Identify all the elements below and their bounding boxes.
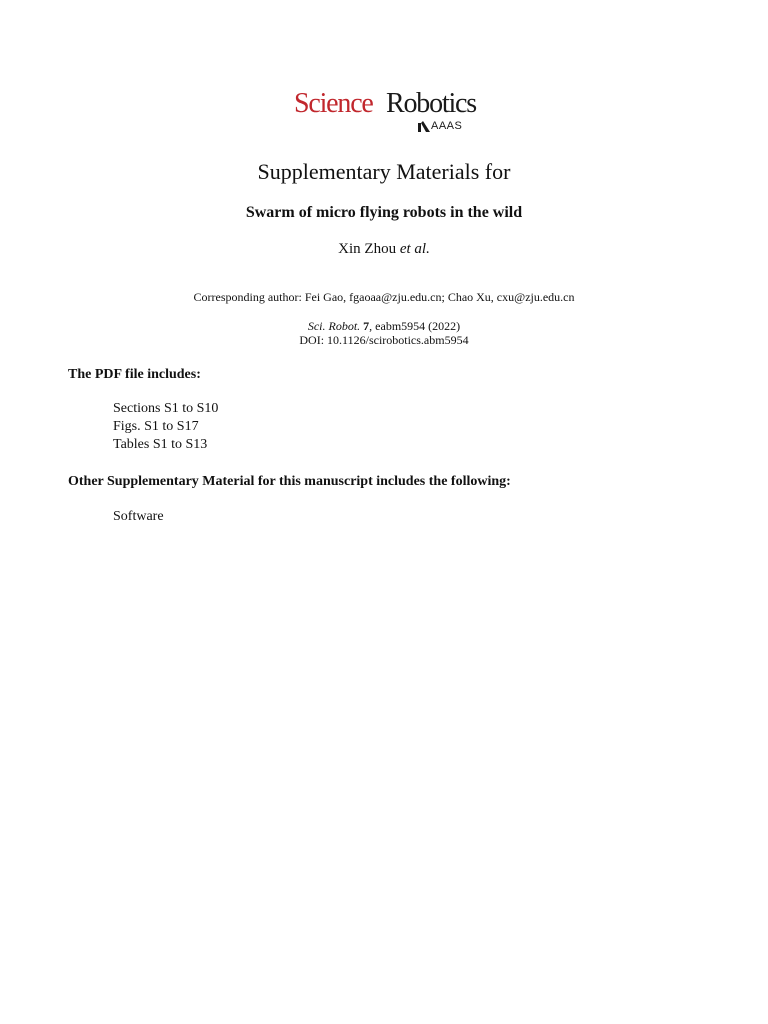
logo-robotics-text: Robotics (386, 88, 476, 119)
list-item: Tables S1 to S13 (113, 437, 208, 452)
logo-science-text: Science (294, 88, 373, 119)
citation-block (0, 319, 768, 347)
list-item: Figs. S1 to S17 (113, 419, 199, 434)
aaas-text: AAAS (431, 120, 463, 132)
page-title: Supplementary Materials for (257, 159, 511, 184)
logo-wrapper (294, 88, 474, 136)
paper-title: Swarm of micro flying robots in the wild (245, 204, 523, 221)
pdf-includes-list (113, 400, 218, 454)
citation-line (0, 319, 768, 333)
list-item: Software (113, 509, 164, 524)
aaas-mark-icon (418, 121, 430, 132)
doi-line: DOI: 10.1126/scirobotics.abm5954 (299, 333, 469, 347)
volume: 7 (363, 319, 370, 333)
other-material-list (113, 508, 164, 526)
et-al: et al. (399, 241, 430, 257)
pdf-includes-heading: The PDF file includes: (68, 367, 201, 382)
authors-line (0, 239, 768, 259)
journal-name: Sci. Robot. (307, 319, 361, 333)
author-name: Xin Zhou (338, 241, 400, 257)
science-robotics-logo (0, 88, 768, 136)
aaas-logo (418, 120, 462, 132)
article-info: , eabm5954 (2022) (369, 319, 461, 333)
other-material-heading: Other Supplementary Material for this manuscript includes the following: (68, 474, 511, 489)
corresponding-author: Corresponding author: Fei Gao, fgaoaa@zju.edu.cn; Chao Xu, cxu@zju.edu.cn (193, 290, 575, 304)
list-item: Sections S1 to S10 (113, 401, 219, 416)
